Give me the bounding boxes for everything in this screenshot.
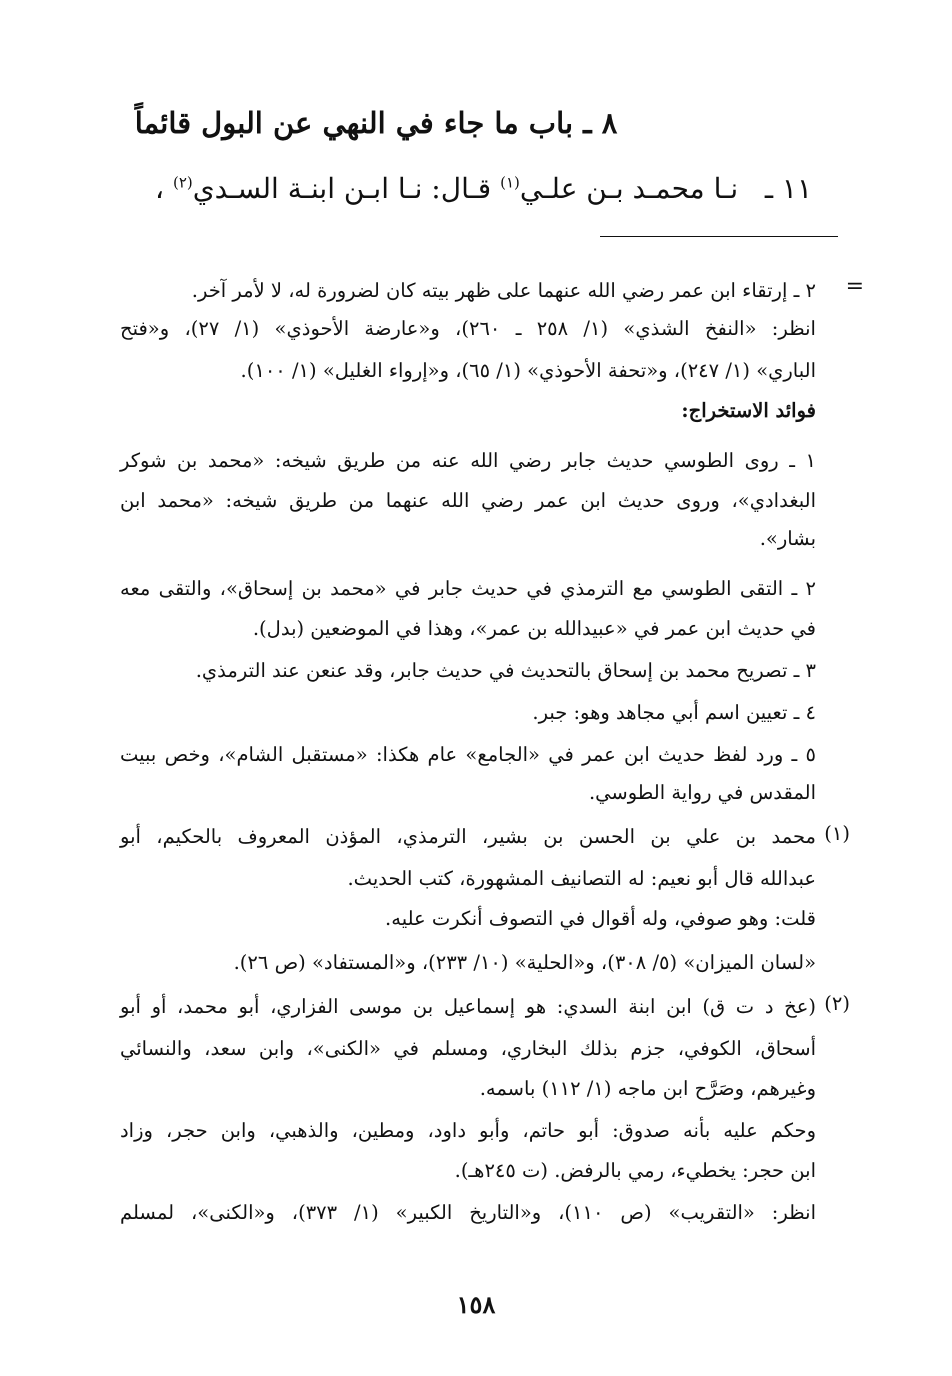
note-line: انظر: «النفخ الشذي» (١/ ٢٥٨ ـ ٢٦٠)، و«عارضة الأحوذي» (١/ ٢٧)، و«فتح	[120, 317, 816, 340]
hadith-number: ١١ ـ	[764, 172, 812, 205]
footnote-line: عبدالله قال أبو نعيم: له التصانيف المشهورة، كتب الحديث.	[347, 867, 816, 890]
footnote-ref-2: (٢)	[172, 173, 193, 192]
note-line: ٥ ـ ورد لفظ حديث ابن عمر في «الجامع» عام هكذا: «مستقبل الشام»، وخص ببيت	[120, 743, 816, 766]
page-number: ١٥٨	[456, 1290, 496, 1319]
note-line: ٤ ـ تعيين اسم أبي مجاهد وهو: جبر.	[532, 701, 816, 724]
note-line: في حديث ابن عمر في «عبيدالله بن عمر»، وهذا في الموضعين (بدل).	[252, 617, 816, 640]
footnote-number: (١)	[824, 822, 850, 845]
note-line: بشار».	[759, 527, 816, 550]
footnote-line: انظر: «التقريب» (ص ١١٠)، و«التاريخ الكبير» (١/ ٣٧٣)، و«الكنى»، لمسلم	[120, 1201, 816, 1224]
continuation-mark: =	[845, 274, 864, 299]
footnote-line: وحكم عليه بأنه صدوق: أبو حاتم، وأبو داود، ومطين، والذهبي، وابن حجر، وزاد	[120, 1119, 816, 1142]
hadith-text-end: ،	[155, 172, 165, 205]
footnote-line: أسحاق، الكوفي، جزم بذلك البخاري، ومسلم في «الكنى»، وابن سعد، والنسائي	[120, 1037, 816, 1060]
footnote-line: محمد بن علي بن الحسن بن بشير، الترمذي، المؤذن المعروف بالحكيم، أبو	[120, 825, 816, 848]
note-line: ٣ ـ تصريح محمد بن إسحاق بالتحديث في حديث جابر، وقد عنعن عند الترمذي.	[195, 659, 816, 682]
footnote-line: «لسان الميزان» (٥/ ٣٠٨)، و«الحلية» (١٠/ ٢٣٣)، و«المستفاد» (ص ٢٦).	[233, 951, 816, 974]
note-line: ١ ـ روى الطوسي حديث جابر رضي الله عنه من طريق شيخه: «محمد بن شوكر	[120, 449, 816, 472]
footnote-line: قلت: وهو صوفي، وله أقوال في التصوف أنكرت عليه.	[385, 907, 816, 930]
note-line: الباري» (١/ ٢٤٧)، و«تحفة الأحوذي» (١/ ٦٥)، و«إرواء الغليل» (١/ ١٠٠).	[240, 359, 816, 382]
note-line: البغدادي»، وروى حديث ابن عمر رضي الله عنهما من طريق شيخه: «محمد ابن	[120, 489, 816, 512]
hadith-text-part2: قـال: نـا ابـن ابنـة السـدي	[192, 172, 492, 205]
note-line: المقدس في رواية الطوسي.	[588, 781, 816, 804]
footnote-line: (عخ د ت ق) ابن ابنة السدي: هو إسماعيل بن موسى الفزاري، أبو محمد، أو أبو	[120, 995, 816, 1018]
benefits-heading: فوائد الاستخراج:	[681, 399, 816, 422]
footnote-ref-1: (١)	[500, 173, 520, 192]
note-line: ٢ ـ إرتقاء ابن عمر رضي الله عنهما على ظهر بيته كان لضرورة له، لا لأمر آخر.	[191, 279, 816, 302]
footnote-line: وغيرهم، وصَرَّح ابن ماجه (١/ ١١٢) باسمه.	[479, 1077, 816, 1100]
chapter-title: ٨ ـ باب ما جاء في النهي عن البول قائماً	[134, 106, 618, 140]
hadith-line	[40, 172, 812, 205]
footnote-line: ابن حجر: يخطيء، رمي بالرفض. (ت ٢٤٥هـ).	[454, 1159, 816, 1182]
note-line: ٢ ـ التقى الطوسي مع الترمذي في حديث جابر في «محمد بن إسحاق»، والتقى معه	[120, 577, 816, 600]
footnote-number: (٢)	[824, 992, 850, 1015]
footnote-separator	[600, 236, 838, 237]
hadith-text-part1: نـا محمـد بـن علـي	[519, 172, 739, 205]
